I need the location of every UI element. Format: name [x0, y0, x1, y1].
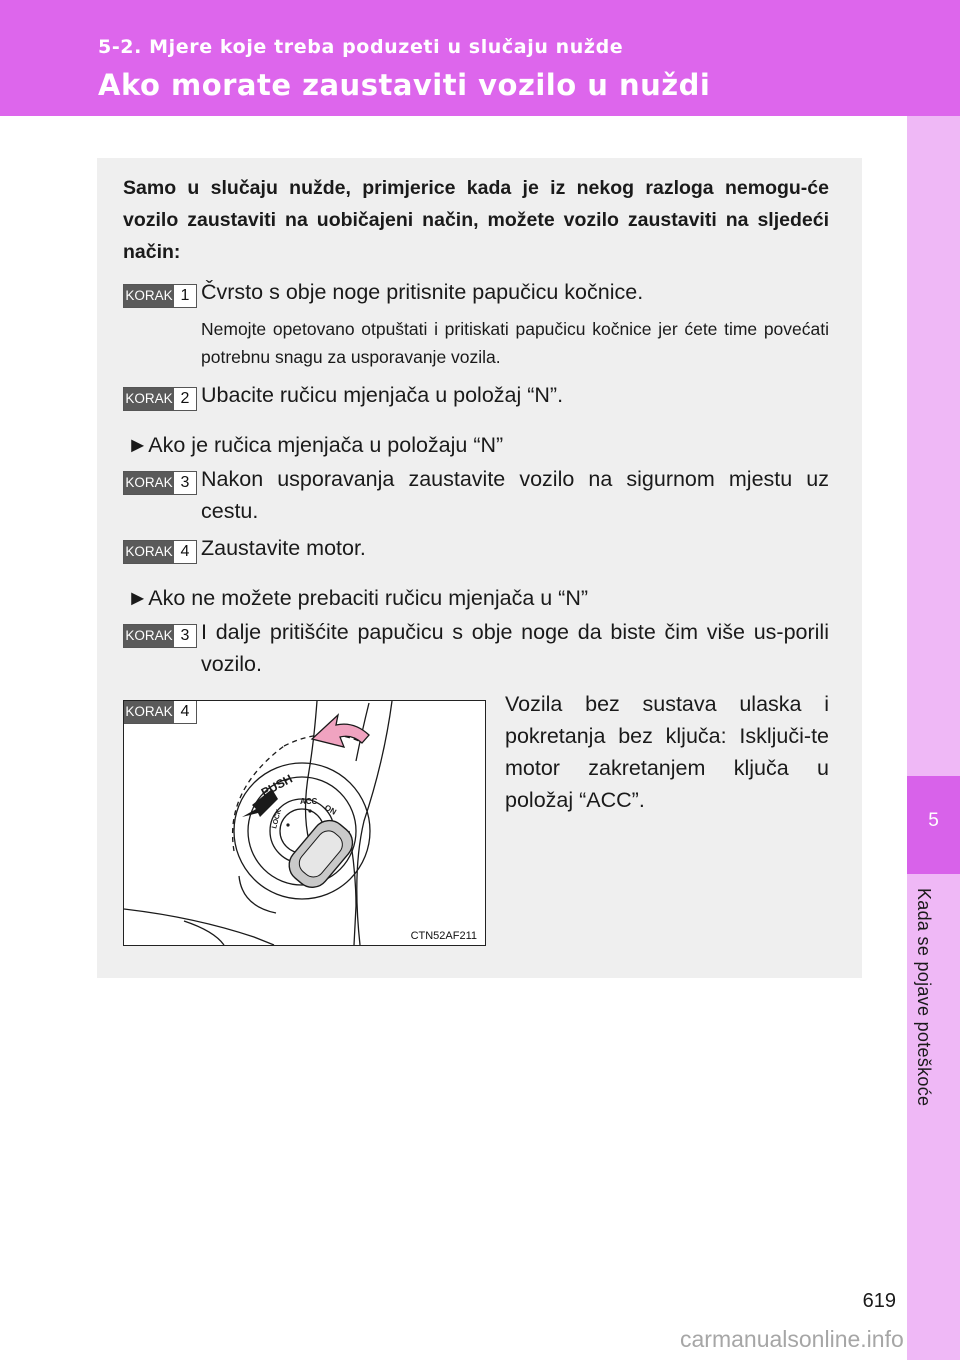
- intro-paragraph: Samo u slučaju nužde, primjerice kada je iz nekog razloga nemogu-će vozilo zaustaviti na uobičajeni način, možete vozilo zaustaviti na sljedeći način:: [123, 177, 829, 263]
- step-badge: [123, 540, 197, 564]
- triangle-marker-icon: ►: [127, 433, 149, 457]
- branch-label: Ako ne možete prebaciti ručicu mjenjača u “N”: [148, 586, 589, 610]
- step-badge: [123, 624, 197, 648]
- triangle-marker-icon: ►: [127, 586, 149, 610]
- step-text: Čvrsto s obje noge pritisnite papučicu kočnice.: [201, 280, 644, 304]
- lock-label: LOCK: [271, 808, 284, 830]
- step-number: 4: [180, 543, 190, 560]
- chapter-tab[interactable]: [907, 776, 960, 874]
- page-title: Ako morate zaustaviti vozilo u nuždi: [98, 68, 711, 102]
- branch-heading-not-neutral: [127, 582, 588, 614]
- step-number: 1: [180, 287, 190, 304]
- procedure-box: [97, 158, 862, 978]
- step-badge: [123, 387, 197, 411]
- side-tab-strip: [907, 116, 960, 1360]
- ignition-illustration: [123, 700, 486, 946]
- step-keyword: KORAK: [124, 285, 174, 307]
- illustration-code: CTN52AF211: [410, 930, 477, 942]
- acc-label: ACC: [300, 797, 318, 806]
- step-keyword: KORAK: [124, 388, 174, 410]
- section-label: 5-2. Mjere koje treba poduzeti u slučaju nužde: [98, 36, 624, 58]
- ignition-key-drawing: [124, 701, 485, 945]
- step-text: I dalje pritišćite papučicu s obje noge da biste čim više us-porili vozilo.: [201, 620, 829, 676]
- step-number: 4: [180, 703, 190, 720]
- step-badge: [124, 701, 197, 724]
- step-text: Ubacite ručicu mjenjača u položaj “N”.: [201, 383, 564, 407]
- branch-label: Ako je ručica mjenjača u položaju “N”: [148, 433, 504, 457]
- step-4-text: Vozila bez sustava ulaska i pokretanja bez ključa: Isključi-te motor zakretanjem ključa u položaj “ACC”.: [505, 692, 829, 812]
- on-label: ON: [323, 802, 338, 817]
- branch-heading-neutral: [127, 429, 503, 461]
- step-keyword: KORAK: [124, 541, 174, 563]
- step-keyword: KORAK: [124, 472, 174, 494]
- step-1-note: Nemojte opetovano otpuštati i pritiskati papučicu kočnice jer ćete time povećati potrebnu snagu za usporavanje vozila.: [201, 319, 829, 367]
- step-number: 3: [180, 474, 190, 491]
- step-badge: [123, 284, 197, 308]
- push-label: PUSH: [258, 771, 295, 800]
- step-number: 2: [180, 390, 190, 407]
- step-text: Zaustavite motor.: [201, 536, 366, 560]
- step-number: 3: [180, 627, 190, 644]
- page-header: [0, 0, 960, 116]
- page-number: 619: [862, 1290, 896, 1312]
- step-keyword: KORAK: [124, 701, 174, 723]
- chapter-number: 5: [928, 810, 939, 831]
- chapter-title: Kada se pojave poteškoće: [914, 888, 934, 1107]
- step-text: Nakon usporavanja zaustavite vozilo na sigurnom mjestu uz cestu.: [201, 467, 829, 523]
- watermark: carmanualsonline.info: [680, 1326, 904, 1352]
- step-keyword: KORAK: [124, 625, 174, 647]
- step-badge: [123, 471, 197, 495]
